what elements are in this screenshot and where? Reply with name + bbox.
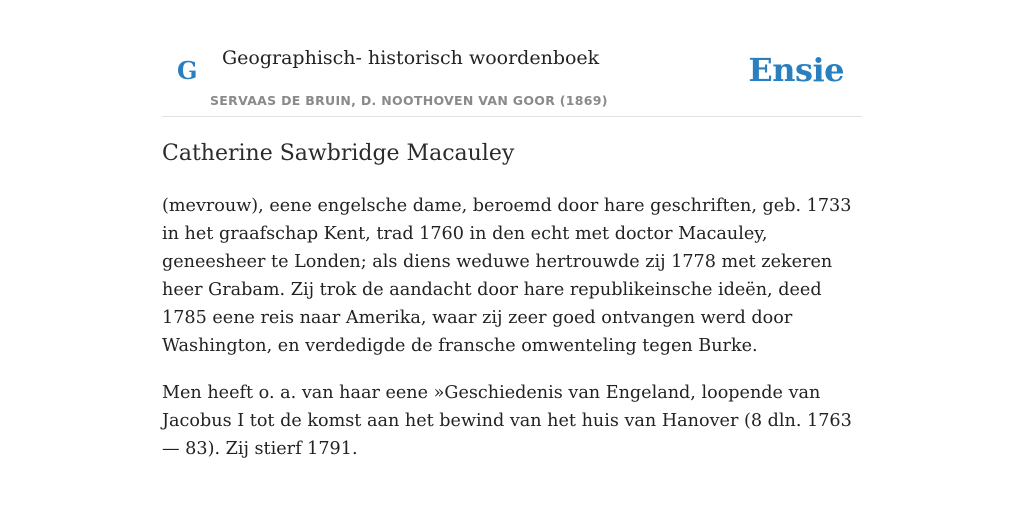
entry-paragraph: (mevrouw), eene engelsche dame, beroemd door hare geschriften, geb. 1733 in het graafschap Kent, trad 1760 in den echt met doctor Macauley, geneesheer te Londen; als diens weduwe hertrouwde zij 1778 met zekeren heer Grabam. Zij trok de aandacht door hare republikeinsche ideën, deed 1785 eene reis naar Amerika, waar zij zeer goed ontvangen werd door Washington, en verdedigde de fransche omwenteling tegen Burke. <box>162 196 852 356</box>
entry-paragraph: Men heeft o. a. van haar eene »Geschiedenis van Engeland, loopende van Jacobus I tot de komst aan het bewind van het huis van Hanover (8 dln. 1763— 83). Zij stierf 1791. <box>162 383 852 459</box>
book-letter-badge[interactable]: G <box>177 56 198 85</box>
book-authors-year: SERVAAS DE BRUIN, D. NOOTHOVEN VAN GOOR (1869) <box>210 93 608 108</box>
entry-title: Catherine Sawbridge Macauley <box>162 141 515 166</box>
book-header <box>162 0 862 117</box>
book-title[interactable]: Geographisch- historisch woordenboek <box>222 47 600 69</box>
entry-body <box>162 192 862 482</box>
ensie-logo-link[interactable]: Ensie <box>748 51 844 89</box>
